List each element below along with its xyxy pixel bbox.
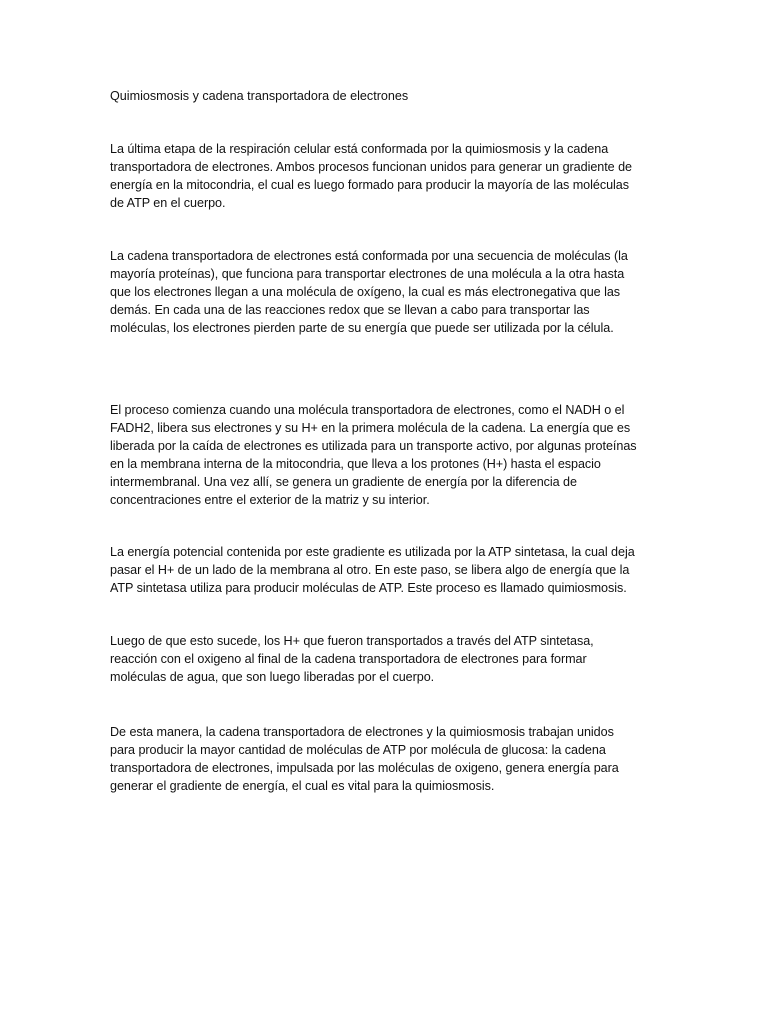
paragraph-line: concentraciones entre el exterior de la matriz y su interior. <box>110 493 430 507</box>
paragraph-line: De esta manera, la cadena transportadora de electrones y la quimiosmosis trabajan unidos <box>110 725 614 739</box>
paragraph-line: La energía potencial contenida por este gradiente es utilizada por la ATP sintetasa, la cual deja <box>110 545 635 559</box>
paragraph-line: de ATP en el cuerpo. <box>110 196 226 210</box>
paragraph-line: La última etapa de la respiración celular está conformada por la quimiosmosis y la cadena <box>110 142 609 156</box>
paragraph-line: Luego de que esto sucede, los H+ que fueron transportados a través del ATP sintetasa, <box>110 634 594 648</box>
paragraph-line: FADH2, libera sus electrones y su H+ en la primera molécula de la cadena. La energía que es <box>110 421 631 435</box>
paragraph-line: transportadora de electrones. Ambos procesos funcionan unidos para generar un gradiente de <box>110 160 632 174</box>
document-title: Quimiosmosis y cadena transportadora de electrones <box>110 89 409 103</box>
paragraph-line: para producir la mayor cantidad de moléculas de ATP por molécula de glucosa: la cadena <box>110 743 606 757</box>
paragraph-2 <box>110 247 670 337</box>
paragraph-line: demás. En cada una de las reacciones redox que se llevan a cabo para transportar las <box>110 303 590 317</box>
paragraph-line: intermembranal. Una vez allí, se genera un gradiente de energía por la diferencia de <box>110 475 577 489</box>
paragraph-line: pasar el H+ de un lado de la membrana al otro. En este paso, se libera algo de energía que la <box>110 563 630 577</box>
paragraph-4 <box>110 543 670 597</box>
paragraph-6 <box>110 723 670 795</box>
paragraph-line: generar el gradiente de energía, el cual es vital para la quimiosmosis. <box>110 779 495 793</box>
paragraph-line: liberada por la caída de electrones es utilizada para un transporte activo, por algunas proteínas <box>110 439 637 453</box>
paragraph-line: moléculas, los electrones pierden parte de su energía que puede ser utilizada por la célula. <box>110 321 614 335</box>
paragraph-line: reacción con el oxigeno al final de la cadena transportadora de electrones para formar <box>110 652 587 666</box>
paragraph-line: La cadena transportadora de electrones está conformada por una secuencia de moléculas (la <box>110 249 628 263</box>
paragraph-line: energía en la mitocondria, el cual es luego formado para producir la mayoría de las moléculas <box>110 178 629 192</box>
paragraph-1 <box>110 140 670 212</box>
paragraph-5 <box>110 632 670 686</box>
paragraph-3 <box>110 401 670 509</box>
paragraph-line: que los electrones llegan a una molécula de oxígeno, la cual es más electronegativa que las <box>110 285 621 299</box>
paragraph-line: moléculas de agua, que son luego liberadas por el cuerpo. <box>110 670 435 684</box>
paragraph-line: mayoría proteínas), que funciona para transportar electrones de una molécula a la otra hasta <box>110 267 625 281</box>
paragraph-line: ATP sintetasa utiliza para producir moléculas de ATP. Este proceso es llamado quimiosmosis. <box>110 581 627 595</box>
paragraph-line: El proceso comienza cuando una molécula transportadora de electrones, como el NADH o el <box>110 403 625 417</box>
paragraph-line: en la membrana interna de la mitocondria, que lleva a los protones (H+) hasta el espacio <box>110 457 601 471</box>
paragraph-line: transportadora de electrones, impulsada por las moléculas de oxigeno, genera energía para <box>110 761 619 775</box>
